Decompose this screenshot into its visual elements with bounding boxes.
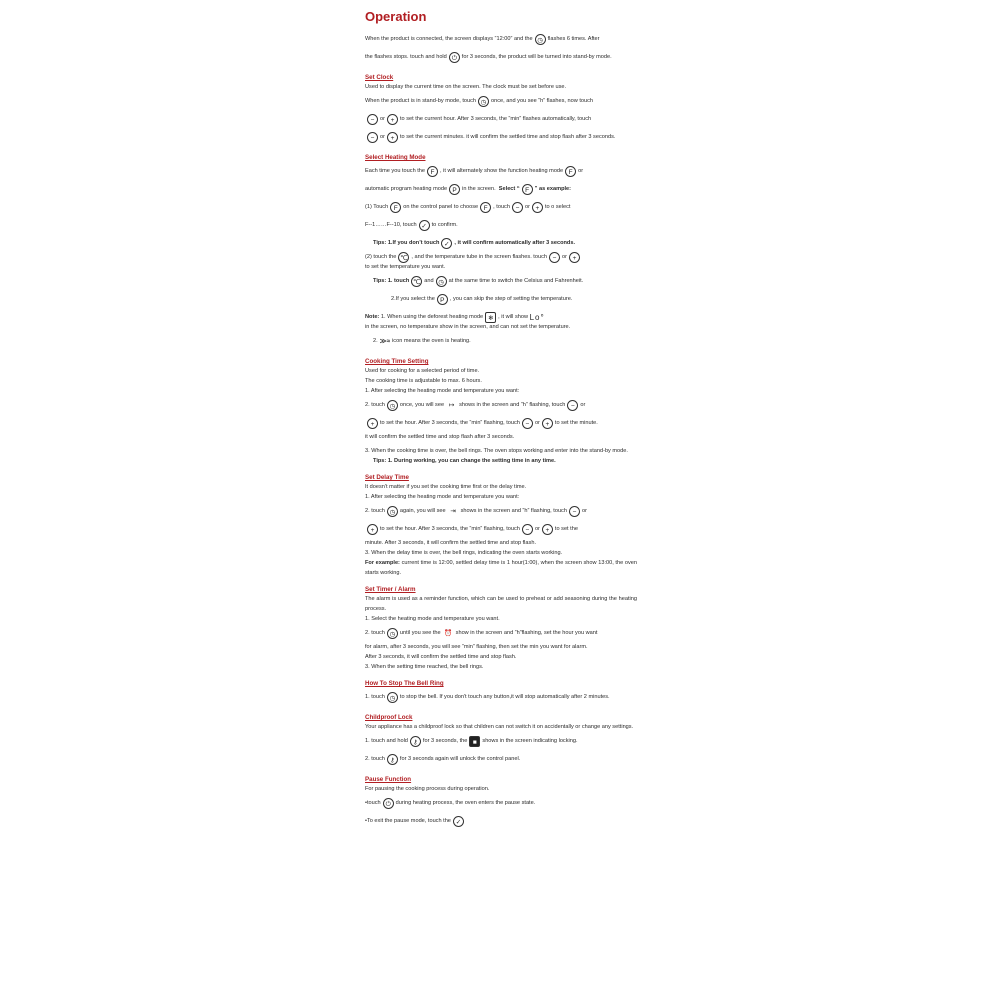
text: during heating process, the oven enters the pause state. <box>395 799 536 806</box>
text: to set the current minutes. it will confirm the settled time and stop flash after 3 seconds. <box>399 133 616 140</box>
pause-l1: For pausing the cooking process during operation. <box>365 786 490 792</box>
p-icon: P <box>437 294 448 305</box>
minus-icon: − <box>549 252 560 263</box>
heating-line-3 <box>365 198 637 216</box>
intro-text-c: the flashes stops. touch and hold <box>365 53 447 60</box>
text: to set the temperature you want. <box>365 264 446 270</box>
text: Each time you touch the <box>365 167 426 174</box>
intro-line-1 <box>365 30 637 48</box>
text: or <box>578 167 584 174</box>
pause-line-2 <box>365 794 637 812</box>
duration-icon: ↦ <box>448 401 455 409</box>
child-heading: Childproof Lock <box>365 714 413 721</box>
defrost-icon: ❄ <box>485 312 496 323</box>
heating-line-4 <box>365 216 637 234</box>
text: 2.If you select the <box>391 295 435 302</box>
timer-heading: Set Timer / Alarm <box>365 586 416 593</box>
text: 2. <box>373 337 378 344</box>
text: Select “ <box>498 185 520 192</box>
text: , it will alternately show the function heating mode <box>440 167 564 174</box>
intro-text-a: When the product is connected, the screen displays “12:00” and the <box>365 35 533 42</box>
cooking-heading: Cooking Time Setting <box>365 358 429 365</box>
cooking-line-5 <box>365 414 637 432</box>
text: icon means the oven is heating. <box>392 337 471 344</box>
text: for 3 seconds, the <box>422 737 468 744</box>
delay-l2: 1. After selecting the heating mode and temperature you want: <box>365 494 520 500</box>
text: F--1……F--10, touch <box>365 221 417 228</box>
heating-tip-3 <box>365 290 637 308</box>
timer-l6: 3. When the setting time reached, the bell rings. <box>365 664 484 670</box>
text: shows in the screen and “h” flashing, touch <box>459 401 566 408</box>
text: or <box>561 254 567 260</box>
timer-l4: for alarm, after 3 seconds, you will see “min” flashing, then set the min you want for alarm. <box>365 644 588 650</box>
plus-icon: + <box>542 418 553 429</box>
delay-line-3 <box>365 502 637 520</box>
heating-note-1 <box>365 312 637 332</box>
f-icon: F <box>427 166 438 177</box>
pause-heading: Pause Function <box>365 776 412 783</box>
intro-line-2 <box>365 48 637 66</box>
text: Tips: 1. touch <box>373 277 410 284</box>
clock-icon: ◷ <box>387 692 398 703</box>
text: to stop the bell. If you don't touch any button,it will stop automatically after 2 minutes. <box>399 693 610 700</box>
temperature-icon: ℃ <box>398 252 409 263</box>
cooking-l6: it will confirm the settled time and stop flash after 3 seconds. <box>365 434 515 440</box>
minus-icon: − <box>512 202 523 213</box>
delay-l6: 3. When the delay time is over, the bell rings, indicating the oven starts working. <box>365 550 563 556</box>
manual-page <box>365 8 637 830</box>
minus-icon: − <box>522 418 533 429</box>
child-l1: Your appliance has a childproof lock so that children can not switch it on accidentally or change any settings. <box>365 724 634 730</box>
text: to set the <box>554 525 578 532</box>
minus-icon: − <box>567 400 578 411</box>
plus-icon: + <box>387 114 398 125</box>
text: in the screen, no temperature show in the screen, and can not set the temperature. <box>365 324 571 330</box>
heating-note-2 <box>365 332 637 350</box>
lock-icon: ■ <box>469 736 480 747</box>
check-icon: ✓ <box>441 238 452 249</box>
timer-line-3 <box>365 624 637 642</box>
f-icon: F <box>565 166 576 177</box>
cooking-line-4 <box>365 396 637 414</box>
text: , you can skip the step of setting the temperature. <box>449 295 573 302</box>
text: •To exit the pause mode, touch the <box>365 817 451 824</box>
text: When the product is in stand-by mode, touch <box>365 97 477 104</box>
text: Tips: 1.If you don’t touch <box>373 239 440 246</box>
set-clock-line-4 <box>365 128 637 146</box>
heating-heading: Select Heating Mode <box>365 154 426 161</box>
p-icon: P <box>449 184 460 195</box>
cooking-tip: Tips: 1. During working, you can change the setting time in any time. <box>373 458 556 464</box>
text: (1) Touch <box>365 203 389 210</box>
text: •touch <box>365 799 381 806</box>
text: 2. touch <box>365 755 385 762</box>
text: to set the current hour. After 3 seconds, the “min” flashes automatically, touch <box>399 115 592 122</box>
child-line-2 <box>365 732 637 750</box>
text: once, you will see <box>399 401 445 408</box>
clock-icon: ◷ <box>478 96 489 107</box>
cooking-l7: 3. When the cooking time is over, the bell rings. The oven stops working and enter into the stand-by mode. <box>365 448 628 454</box>
key-icon: ⚷ <box>387 754 398 765</box>
text: once, and you see “h” flashes, now touch <box>491 97 594 104</box>
text: to set the minute. <box>554 419 598 426</box>
cooking-l3: 1. After selecting the heating mode and temperature you want: <box>365 388 520 394</box>
delay-icon: ⇥ <box>450 507 456 515</box>
text: shows in the screen indicating locking. <box>482 737 578 744</box>
set-clock-heading: Set Clock <box>365 74 394 81</box>
heating-tip-1 <box>365 234 637 252</box>
text: again, you will see <box>399 507 446 514</box>
clock-icon: ◷ <box>436 276 447 287</box>
text: or <box>380 115 385 122</box>
text: or <box>380 133 385 140</box>
text: automatic program heating mode <box>365 185 448 192</box>
minus-icon: − <box>367 114 378 125</box>
pause-line-3 <box>365 812 637 830</box>
set-clock-line-2 <box>365 92 637 110</box>
heating-line-5 <box>365 252 637 272</box>
power-icon: ⏻ <box>449 52 460 63</box>
text: 2. touch <box>365 507 385 514</box>
text: 2. touch <box>365 629 385 636</box>
timer-l2: 1. Select the heating mode and temperature you want. <box>365 616 500 622</box>
text: , touch <box>493 203 510 210</box>
text: show in the screen and “h”flashing, set the hour you want <box>455 629 598 636</box>
text: 2. touch <box>365 401 385 408</box>
key-icon: ⚷ <box>410 736 421 747</box>
clock-icon: ◷ <box>535 34 546 45</box>
cooking-l2: The cooking time is adjustable to max. 6 hours. <box>365 378 482 384</box>
bell-line-1 <box>365 688 637 706</box>
heating-tip-2 <box>365 272 637 290</box>
f-icon: F <box>390 202 401 213</box>
minus-icon: − <box>569 506 580 517</box>
text: to set the hour. After 3 seconds, the “min” flashing, touch <box>380 419 520 426</box>
check-icon: ✓ <box>453 816 464 827</box>
page-title: Operation <box>365 9 427 24</box>
text: 1. touch <box>365 693 385 700</box>
clock-icon: ◷ <box>387 400 398 411</box>
temperature-icon: ℃ <box>411 276 422 287</box>
delay-l7 <box>365 558 637 578</box>
intro-text-d: for 3 seconds, the product will be turned into stand-by mode. <box>461 53 612 60</box>
bell-heading: How To Stop The Bell Ring <box>365 680 444 687</box>
text: to set the hour. After 3 seconds, the “min” flashing, touch <box>380 525 520 532</box>
delay-line-4 <box>365 520 637 538</box>
text: , it will confirm automatically after 3 seconds. <box>454 239 576 246</box>
set-clock-desc: Used to display the current time on the screen. The clock must be set before use. <box>365 84 567 90</box>
clock-icon: ◷ <box>387 506 398 517</box>
f-icon: F <box>522 184 533 195</box>
text: 1. touch and hold <box>365 737 408 744</box>
intro-text-b: flashes 6 times. After <box>547 35 600 42</box>
text: or <box>534 525 540 532</box>
alarm-icon: ⏰ <box>444 629 453 637</box>
power-icon: ⏻ <box>383 798 394 809</box>
plus-icon: + <box>387 132 398 143</box>
text: For example: <box>365 560 400 566</box>
text: or <box>524 203 530 210</box>
plus-icon: + <box>367 418 378 429</box>
text: or <box>580 401 586 408</box>
cooking-l1: Used for cooking for a selected period of time. <box>365 368 480 374</box>
text: until you see the <box>399 629 441 636</box>
plus-icon: + <box>367 524 378 535</box>
timer-l1: The alarm is used as a reminder function, which can be used to preheat or add seasoning during the heating process. <box>365 596 637 612</box>
text: at the same time to switch the Celsius and Fahrenheit. <box>448 277 584 284</box>
delay-heading: Set Delay Time <box>365 474 409 481</box>
text: in the screen. <box>462 185 496 192</box>
minus-icon: − <box>367 132 378 143</box>
text: for 3 seconds again will unlock the control panel. <box>399 755 521 762</box>
text: or <box>534 419 540 426</box>
text: ” as example: <box>534 185 572 192</box>
text: Note: <box>365 314 380 320</box>
plus-icon: + <box>542 524 553 535</box>
check-icon: ✓ <box>419 220 430 231</box>
text: (2) touch the <box>365 254 397 260</box>
text: or <box>581 507 587 514</box>
text: to confirm. <box>431 221 458 228</box>
text: to o select <box>544 203 571 210</box>
text: shows in the screen and “h” flashing, touch <box>460 507 567 514</box>
text: , and the temperature tube in the screen flashes. touch <box>411 254 547 260</box>
heating-icon: ≫≈ <box>379 337 391 345</box>
heating-line-2 <box>365 180 637 198</box>
text: 1. When using the deforest heating mode <box>380 314 484 320</box>
plus-icon: + <box>569 252 580 263</box>
text: current time is 12:00, settled delay time is 1 hour(1:00), when the screen show 13:00, the oven starts working. <box>365 560 637 576</box>
text: , it will show <box>498 314 529 320</box>
set-clock-line-3 <box>365 110 637 128</box>
delay-l1: It doesn't matter if you set the cooking time first or the delay time. <box>365 484 527 490</box>
delay-l5: minute. After 3 seconds, it will confirm the settled time and stop flash. <box>365 540 536 546</box>
minus-icon: − <box>522 524 533 535</box>
f-icon: F <box>480 202 491 213</box>
timer-l5: After 3 seconds, it will confirm the settled time and stop flash. <box>365 654 517 660</box>
plus-icon: + <box>532 202 543 213</box>
heating-line-1 <box>365 162 637 180</box>
child-line-3 <box>365 750 637 768</box>
clock-icon: ◷ <box>387 628 398 639</box>
lo-display: Lo° <box>529 313 545 322</box>
text: and <box>424 277 434 284</box>
text: on the control panel to choose <box>403 203 479 210</box>
